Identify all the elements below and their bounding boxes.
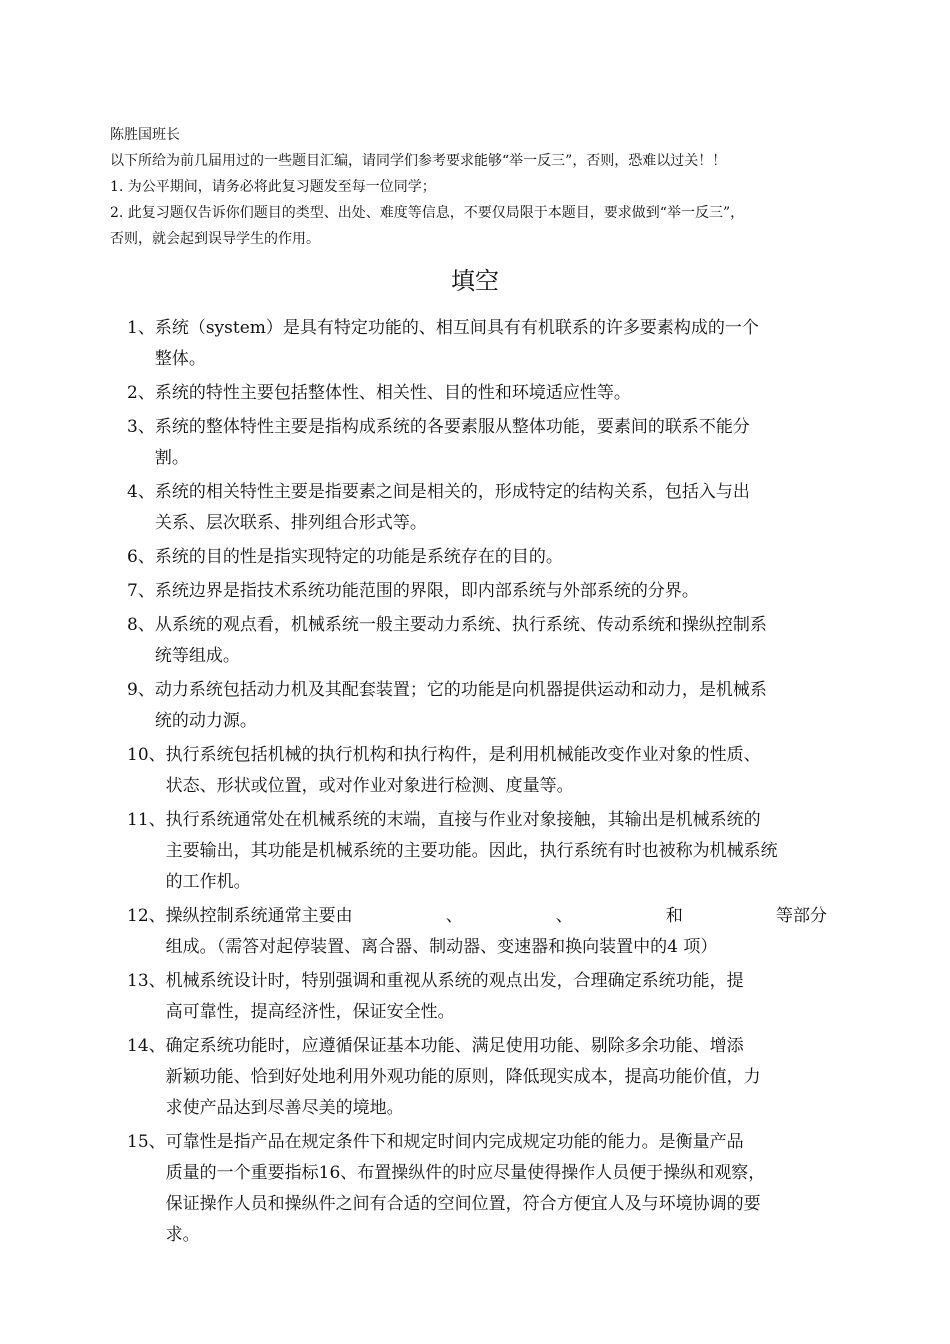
item-number: 11、 (127, 810, 166, 830)
list-item (127, 610, 837, 672)
item-text: 可靠性是指产品在规定条件下和规定时间内完成规定功能的能力。是衡量产品 (165, 1132, 744, 1152)
item-text: 执行系统包括机械的执行机构和执行构件，是利用机械能改变作业对象的性质、 (165, 745, 761, 765)
list-item (127, 1031, 837, 1124)
item-text-cont: 割。 (154, 448, 189, 468)
item-text: 从系统的观点看，机械系统一般主要动力系统、执行系统、传动系统和操纵控制系 (154, 615, 767, 635)
note-2-cont: 否则，就会起到误导学生的作用。 (110, 231, 320, 247)
item-text: 机械系统设计时，特别强调和重视从系统的观点出发，合理确定系统功能，提 (165, 971, 744, 991)
list-item (127, 576, 837, 607)
item-text: 操纵控制系统通常主要由 (165, 906, 353, 926)
list-item (127, 1127, 837, 1251)
item-text-cont: 的工作机。 (165, 872, 251, 892)
fill-in-list (127, 313, 837, 1254)
item-text-cont: 主要输出，其功能是机械系统的主要功能。因此，执行系统有时也被称为机械系统 (165, 841, 778, 861)
header-block (110, 122, 850, 252)
item-text: 系统的整体特性主要是指构成系统的各要素服从整体功能，要素间的联系不能分 (154, 417, 750, 437)
list-item (127, 412, 837, 474)
item-text-cont: 保证操作人员和操纵件之间有合适的空间位置，符合方便宜人及与环境协调的要 (165, 1194, 761, 1214)
list-item (127, 542, 837, 573)
item-text: 系统的相关特性主要是指要素之间是相关的，形成特定的结构关系，包括入与出 (154, 482, 750, 502)
item-text-cont: 关系、层次联系、排列组合形式等。 (154, 513, 427, 533)
list-item (127, 477, 837, 539)
list-item (127, 313, 837, 375)
item-number: 10、 (127, 745, 166, 765)
list-item (127, 901, 837, 963)
item-text: 系统的目的性是指实现特定的功能是系统存在的目的。 (154, 547, 563, 567)
blank-separator: 、 (555, 906, 573, 926)
item-number: 7、 (127, 581, 155, 601)
item-number: 15、 (127, 1132, 166, 1152)
item-text-cont: 质量的一个重要指标16、布置操纵件的时应尽量使得操作人员便于操纵和观察， (165, 1163, 766, 1183)
item-number: 2、 (127, 383, 155, 403)
item-text: 系统的特性主要包括整体性、相关性、目的性和环境适应性等。 (154, 383, 631, 403)
item-text-cont: 高可靠性，提高经济性，保证安全性。 (165, 1002, 455, 1022)
blank-separator: 和 (665, 906, 683, 926)
item-number: 6、 (127, 547, 155, 567)
item-text: 系统边界是指技术系统功能范围的界限，即内部系统与外部系统的分界。 (154, 581, 699, 601)
item-text-cont: 组成。（需答对起停装置、离合器、制动器、变速器和换向装置中的4 项） (165, 937, 718, 957)
item-number: 8、 (127, 615, 155, 635)
item-text-cont: 新颖功能、恰到好处地利用外观功能的原则，降低现实成本，提高功能价值，力 (165, 1067, 761, 1087)
list-item (127, 740, 837, 802)
item-number: 12、 (127, 906, 166, 926)
item-number: 4、 (127, 482, 155, 502)
item-text-cont: 整体。 (154, 349, 206, 369)
item-number: 14、 (127, 1036, 166, 1056)
item-text: 确定系统功能时，应遵循保证基本功能、满足使用功能、剔除多余功能、增添 (165, 1036, 744, 1056)
item-number: 1、 (127, 318, 155, 338)
intro-note: 以下所给为前几届用过的一些题目汇编，请同学们参考要求能够“举一反三”，否则，恐难以过关！！ (110, 153, 727, 169)
section-title: 填空 (451, 267, 499, 295)
item-text-cont: 状态、形状或位置，或对作业对象进行检测、度量等。 (165, 776, 574, 796)
item-number: 9、 (127, 680, 155, 700)
class-monitor-name: 陈胜国班长 (110, 127, 180, 143)
item-number: 13、 (127, 971, 166, 991)
note-1: 1. 为公平期间，请务必将此复习题发至每一位同学； (110, 179, 436, 195)
item-text: 等部分 (775, 906, 827, 926)
item-text: 动力系统包括动力机及其配套装置；它的功能是向机器提供运动和动力，是机械系 (154, 680, 767, 700)
blank-separator: 、 (445, 906, 463, 926)
item-number: 3、 (127, 417, 155, 437)
list-item (127, 805, 837, 898)
item-text: 执行系统通常处在机械系统的末端，直接与作业对象接触，其输出是机械系统的 (165, 810, 761, 830)
list-item (127, 966, 837, 1028)
item-text-cont: 统等组成。 (154, 646, 240, 666)
item-text-cont: 求使产品达到尽善尽美的境地。 (165, 1098, 404, 1118)
list-item (127, 675, 837, 737)
blank-sentence (166, 901, 837, 932)
note-2: 2. 此复习题仅告诉你们题目的类型、出处、难度等信息，不要仅局限于本题目，要求做到“举一反三”， (110, 205, 745, 221)
item-text-cont: 统的动力源。 (154, 711, 257, 731)
list-item (127, 378, 837, 409)
item-text: 系统（system）是具有特定功能的、相互间具有有机联系的许多要素构成的一个 (154, 318, 759, 338)
item-text-cont: 求。 (165, 1225, 200, 1245)
